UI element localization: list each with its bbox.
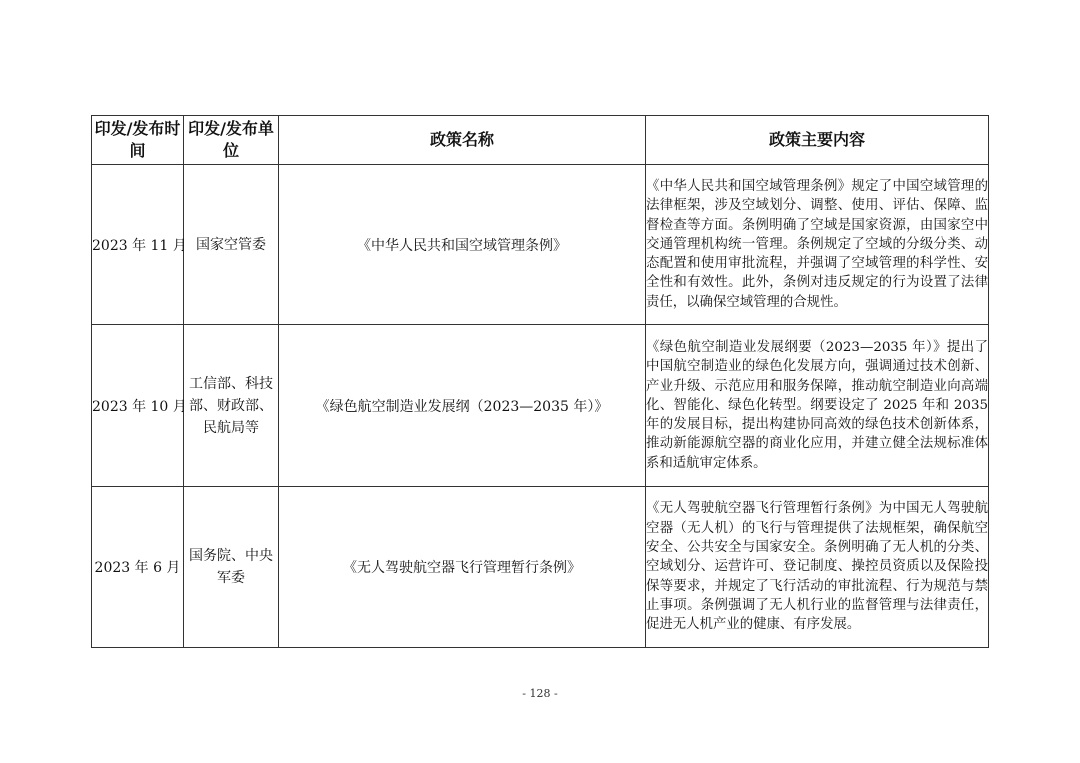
cell-org: 工信部、科技部、财政部、民航局等 (184, 325, 279, 487)
policy-table (91, 115, 989, 648)
table-row (92, 487, 989, 648)
cell-org: 国家空管委 (184, 165, 279, 325)
cell-policy-content: 《绿色航空制造业发展纲要（2023—2035 年）》提出了中国航空制造业的绿色化发展方向，强调通过技术创新、产业升级、示范应用和服务保障，推动航空制造业向高端化、智能化、绿色化转型。纲要设定了 2025 年和 2035 年的发展目标，提出构建协同高效的绿色技术创新体系，推动新能源航空器的商业化应用，并建立健全法规标准体系和适航审定体系。 (646, 325, 989, 487)
cell-date: 2023 年 6 月 (92, 487, 184, 648)
cell-policy-name: 《中华人民共和国空域管理条例》 (279, 165, 646, 325)
cell-policy-content: 《无人驾驶航空器飞行管理暂行条例》为中国无人驾驶航空器（无人机）的飞行与管理提供了法规框架，确保航空安全、公共安全与国家安全。条例明确了无人机的分类、空域划分、运营许可、登记制度、操控员资质以及保险投保等要求，并规定了飞行活动的审批流程、行为规范与禁止事项。条例强调了无人机行业的监督管理与法律责任，促进无人机产业的健康、有序发展。 (646, 487, 989, 648)
cell-date: 2023 年 11 月 (92, 165, 184, 325)
cell-policy-name: 《无人驾驶航空器飞行管理暂行条例》 (279, 487, 646, 648)
table-row (92, 325, 989, 487)
table-header-row (92, 116, 989, 165)
table-row (92, 165, 989, 325)
cell-date: 2023 年 10 月 (92, 325, 184, 487)
cell-policy-name: 《绿色航空制造业发展纲（2023—2035 年）》 (279, 325, 646, 487)
header-date: 印发/发布时间 (92, 116, 184, 165)
header-name: 政策名称 (279, 116, 646, 165)
cell-policy-content: 《中华人民共和国空域管理条例》规定了中国空域管理的法律框架，涉及空域划分、调整、使用、评估、保障、监督检查等方面。条例明确了空域是国家资源，由国家空中交通管理机构统一管理。条例规定了空域的分级分类、动态配置和使用审批流程，并强调了空域管理的科学性、安全性和有效性。此外，条例对违反规定的行为设置了法律责任，以确保空域管理的合规性。 (646, 165, 989, 325)
header-content: 政策主要内容 (646, 116, 989, 165)
header-org: 印发/发布单位 (184, 116, 279, 165)
page-number: - 128 - (522, 687, 558, 700)
cell-org: 国务院、中央军委 (184, 487, 279, 648)
